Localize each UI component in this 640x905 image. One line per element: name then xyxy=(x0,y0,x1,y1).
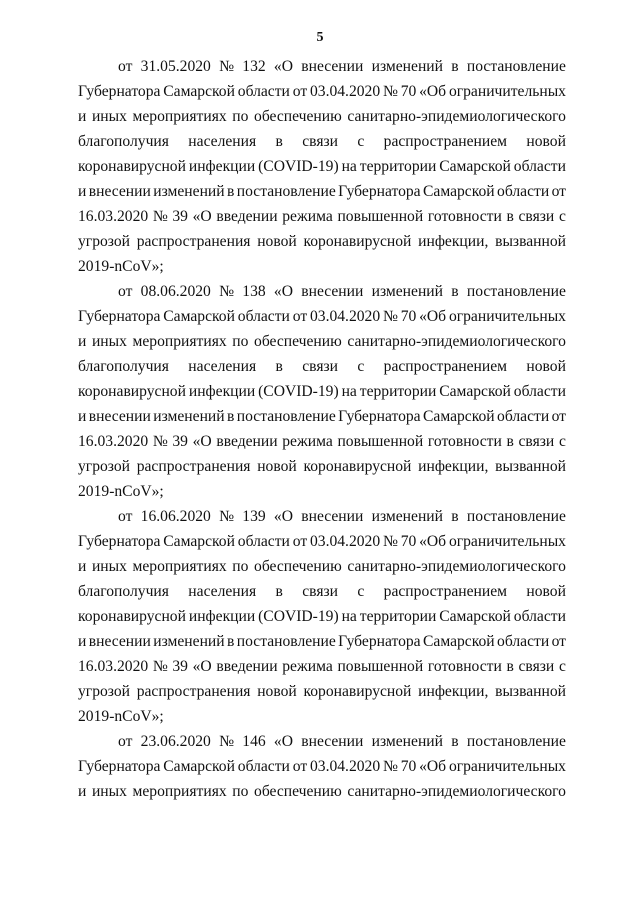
text-line: угрозой распространения новой коронавирусной инфекции, вызванной xyxy=(78,458,566,475)
decree-entry xyxy=(78,54,566,279)
text-line: от 16.06.2020 № 139 «О внесении изменений в постановление xyxy=(118,508,566,525)
text-line: 16.03.2020 № 39 «О введении режима повышенной готовности в связи с xyxy=(78,208,566,225)
text-line: и внесении изменений в постановление Губернатора Самарской области от xyxy=(78,633,566,650)
text-line: 2019-nCoV»; xyxy=(78,258,164,275)
text-line: от 31.05.2020 № 132 «О внесении изменений в постановление xyxy=(118,58,566,75)
text-line: и иных мероприятиях по обеспечению санитарно-эпидемиологического xyxy=(78,333,566,350)
text-line: Губернатора Самарской области от 03.04.2020 № 70 «Об ограничительных xyxy=(78,83,566,100)
text-line: коронавирусной инфекции (COVID-19) на территории Самарской области xyxy=(78,158,566,175)
text-line: и иных мероприятиях по обеспечению санитарно-эпидемиологического xyxy=(78,108,566,125)
text-line: благополучия населения в связи с распространением новой xyxy=(78,358,566,375)
text-line: благополучия населения в связи с распространением новой xyxy=(78,133,566,150)
text-line: от 23.06.2020 № 146 «О внесении изменений в постановление xyxy=(118,733,566,750)
text-line: угрозой распространения новой коронавирусной инфекции, вызванной xyxy=(78,233,566,250)
text-line: коронавирусной инфекции (COVID-19) на территории Самарской области xyxy=(78,383,566,400)
text-line: и иных мероприятиях по обеспечению санитарно-эпидемиологического xyxy=(78,783,566,800)
text-line: и иных мероприятиях по обеспечению санитарно-эпидемиологического xyxy=(78,558,566,575)
document-body xyxy=(78,54,566,804)
text-line: 16.03.2020 № 39 «О введении режима повышенной готовности в связи с xyxy=(78,433,566,450)
text-line: 2019-nCoV»; xyxy=(78,483,164,500)
text-line: Губернатора Самарской области от 03.04.2020 № 70 «Об ограничительных xyxy=(78,758,566,775)
decree-entry xyxy=(78,729,566,804)
decree-entry xyxy=(78,279,566,504)
text-line: благополучия населения в связи с распространением новой xyxy=(78,583,566,600)
text-line: от 08.06.2020 № 138 «О внесении изменений в постановление xyxy=(118,283,566,300)
text-line: 2019-nCoV»; xyxy=(78,708,164,725)
text-line: коронавирусной инфекции (COVID-19) на территории Самарской области xyxy=(78,608,566,625)
text-line: Губернатора Самарской области от 03.04.2020 № 70 «Об ограничительных xyxy=(78,308,566,325)
decree-entry xyxy=(78,504,566,729)
text-line: Губернатора Самарской области от 03.04.2020 № 70 «Об ограничительных xyxy=(78,533,566,550)
page-number: 5 xyxy=(316,30,324,45)
text-line: и внесении изменений в постановление Губернатора Самарской области от xyxy=(78,183,566,200)
text-line: и внесении изменений в постановление Губернатора Самарской области от xyxy=(78,408,566,425)
text-line: угрозой распространения новой коронавирусной инфекции, вызванной xyxy=(78,683,566,700)
text-line: 16.03.2020 № 39 «О введении режима повышенной готовности в связи с xyxy=(78,658,566,675)
